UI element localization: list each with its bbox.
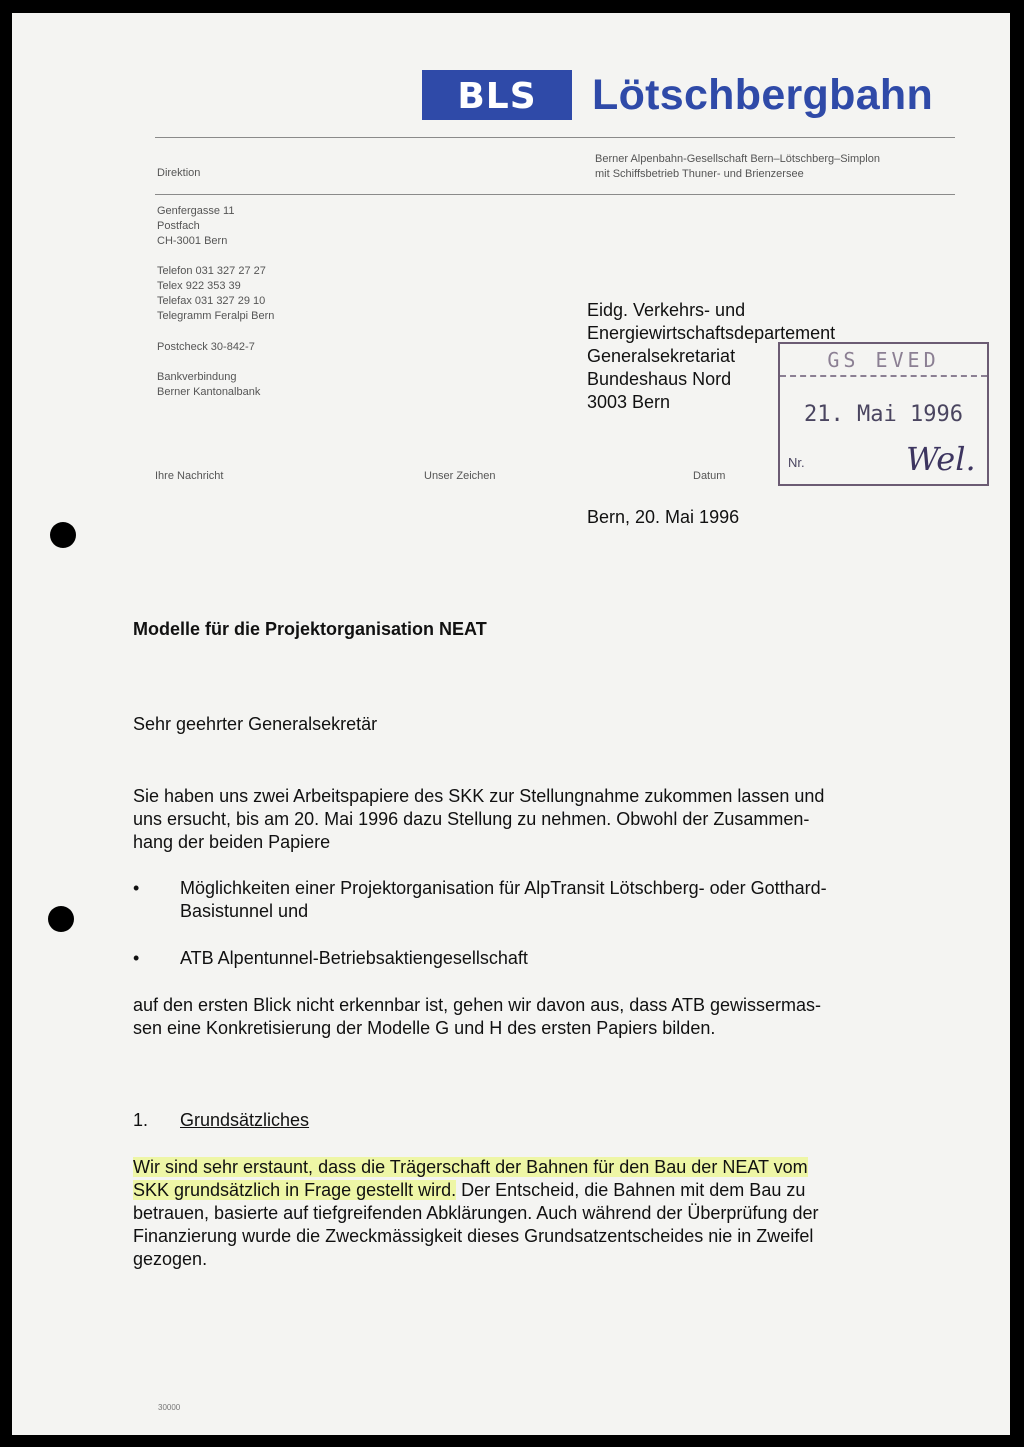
text-line: ATB Alpentunnel-Betriebsaktiengesellschaft — [180, 948, 528, 968]
bank-info — [157, 370, 260, 400]
bank-line: Bankverbindung — [157, 371, 237, 383]
recipient-line: Bundeshaus Nord — [587, 369, 732, 389]
company-subtitle — [595, 152, 880, 182]
header-rule-bottom — [155, 194, 955, 195]
highlighted-text: SKK grundsätzlich in Frage gestellt wird. — [133, 1180, 457, 1200]
after-bullets-paragraph — [133, 994, 821, 1040]
text-line: Basistunnel und — [180, 901, 309, 921]
section-paragraph — [133, 1156, 818, 1271]
contact-line: Telefax 031 327 29 10 — [157, 295, 266, 307]
recipient-line: Energiewirtschaftsdepartement — [587, 323, 836, 343]
punch-hole — [50, 522, 76, 548]
intro-paragraph — [133, 785, 824, 854]
text-line: hang der beiden Papiere — [133, 832, 331, 852]
stamp-divider — [780, 375, 987, 377]
stamp-nr-label: Nr. — [788, 455, 805, 470]
ref-datum: Datum — [693, 470, 726, 482]
highlighted-text: Wir sind sehr erstaunt, dass die Trägerschaft der Bahnen für den Bau der NEAT vom — [133, 1157, 808, 1177]
text-line: gezogen. — [133, 1249, 208, 1269]
text-line — [133, 1156, 818, 1179]
section-number: 1. — [133, 1110, 149, 1130]
received-stamp — [778, 342, 989, 486]
section-heading: Grundsätzliches — [180, 1110, 310, 1130]
stamp-org: GS EVED — [827, 348, 940, 372]
bullet-item — [180, 877, 827, 923]
recipient-line: Generalsekretariat — [587, 346, 736, 366]
sender-contacts — [157, 264, 274, 324]
bullet-marker: • — [133, 948, 140, 968]
bls-logo-text: BLS — [457, 76, 537, 117]
bullet-marker: • — [133, 878, 140, 898]
company-name: Lötschbergbahn — [592, 71, 934, 119]
address-line: CH-3001 Bern — [157, 235, 228, 247]
text-line: Finanzierung wurde die Zweckmässigkeit dieses Grundsatzentscheides nie in Zweifel — [133, 1226, 814, 1246]
postcheck: Postcheck 30-842-7 — [157, 341, 255, 353]
address-line: Genfergasse 11 — [157, 205, 235, 217]
letter-subject: Modelle für die Projektorganisation NEAT — [133, 619, 487, 639]
bls-logo — [422, 70, 572, 120]
letter-page — [12, 13, 1010, 1435]
bullet-item — [180, 947, 528, 970]
text-line: sen eine Konkretisierung der Modelle G und H des ersten Papiers bilden. — [133, 1018, 716, 1038]
stamp-signature: Wel. — [906, 440, 976, 478]
header-rule-top — [155, 137, 955, 138]
stamp-date: 21. Mai 1996 — [804, 402, 963, 427]
company-subtitle-line: mit Schiffsbetrieb Thuner- und Brienzersee — [595, 168, 804, 180]
contact-line: Telex 922 353 39 — [157, 280, 241, 292]
recipient-line: Eidg. Verkehrs- und — [587, 300, 746, 320]
ref-ihre-nachricht: Ihre Nachricht — [155, 470, 224, 482]
text-line: uns ersucht, bis am 20. Mai 1996 dazu Stellung zu nehmen. Obwohl der Zusammen- — [133, 809, 810, 829]
punch-hole — [48, 906, 74, 932]
contact-line: Telefon 031 327 27 27 — [157, 265, 266, 277]
footer-code: 30000 — [158, 1403, 181, 1412]
text-line: betrauen, basierte auf tiefgreifenden Abklärungen. Auch während der Überprüfung der — [133, 1203, 819, 1223]
contact-line: Telegramm Feralpi Bern — [157, 310, 275, 322]
address-line: Postfach — [157, 220, 200, 232]
salutation: Sehr geehrter Generalsekretär — [133, 714, 378, 734]
text-line: Sie haben uns zwei Arbeitspapiere des SKK zur Stellungnahme zukommen lassen und — [133, 786, 825, 806]
bank-line: Berner Kantonalbank — [157, 386, 261, 398]
sender-address — [157, 204, 234, 249]
letter-date: Bern, 20. Mai 1996 — [587, 507, 740, 527]
ref-unser-zeichen: Unser Zeichen — [424, 470, 496, 482]
text-span: Der Entscheid, die Bahnen mit dem Bau zu — [456, 1180, 806, 1200]
company-subtitle-line: Berner Alpenbahn-Gesellschaft Bern–Lötschberg–Simplon — [595, 153, 880, 165]
recipient-line: 3003 Bern — [587, 392, 671, 412]
text-line: auf den ersten Blick nicht erkennbar ist, gehen wir davon aus, dass ATB gewissermas- — [133, 995, 822, 1015]
text-line — [133, 1179, 818, 1202]
department-label: Direktion — [157, 167, 201, 179]
text-line: Möglichkeiten einer Projektorganisation für AlpTransit Lötschberg- oder Gotthard- — [180, 878, 827, 898]
